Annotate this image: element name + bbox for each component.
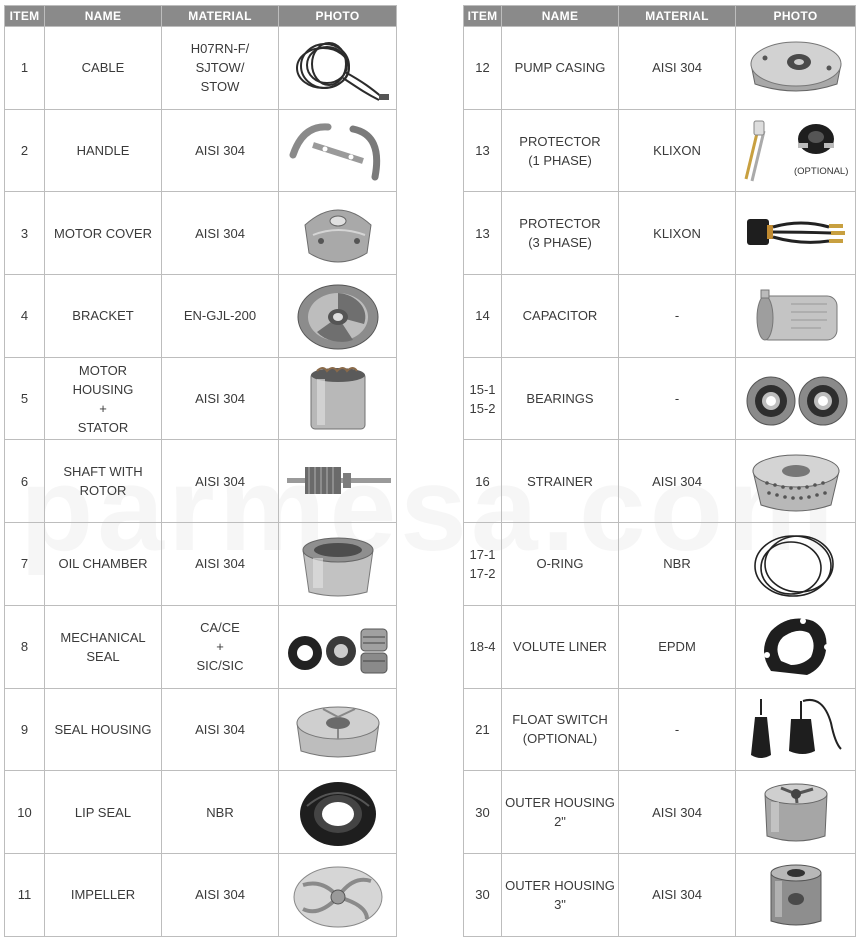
item-number: 18-4	[464, 605, 502, 688]
part-name: OIL CHAMBER	[45, 523, 162, 606]
part-material: AISI 304	[162, 192, 279, 275]
part-photo	[736, 27, 856, 110]
item-number: 2	[5, 109, 45, 192]
bearings-photo	[741, 363, 851, 435]
part-photo	[279, 771, 397, 854]
part-photo	[279, 109, 397, 192]
item-number: 30	[464, 853, 502, 936]
part-photo	[279, 275, 397, 358]
part-photo	[279, 192, 397, 275]
part-material: H07RN-F/ SJTOW/ STOW	[162, 27, 279, 110]
header-photo: PHOTO	[279, 6, 397, 27]
part-photo	[736, 192, 856, 275]
impeller-photo	[283, 859, 393, 931]
part-name: CAPACITOR	[502, 275, 619, 358]
table-row	[5, 688, 397, 771]
part-name: BEARINGS	[502, 357, 619, 440]
header-row	[464, 6, 856, 27]
table-row	[464, 27, 856, 110]
header-material: MATERIAL	[162, 6, 279, 27]
header-material: MATERIAL	[619, 6, 736, 27]
part-name: FLOAT SWITCH (OPTIONAL)	[502, 688, 619, 771]
header-item: ITEM	[5, 6, 45, 27]
item-number: 14	[464, 275, 502, 358]
motor-cover-photo	[283, 197, 393, 269]
part-photo	[279, 440, 397, 523]
part-material: AISI 304	[619, 853, 736, 936]
item-number: 4	[5, 275, 45, 358]
part-material: -	[619, 357, 736, 440]
item-number: 8	[5, 605, 45, 688]
part-material: AISI 304	[162, 440, 279, 523]
part-name: OUTER HOUSING 2"	[502, 771, 619, 854]
item-number: 11	[5, 853, 45, 936]
table-row	[5, 192, 397, 275]
part-photo	[736, 688, 856, 771]
table-row	[464, 275, 856, 358]
table-row	[464, 192, 856, 275]
part-material: AISI 304	[162, 853, 279, 936]
part-photo	[736, 853, 856, 936]
table-row	[464, 440, 856, 523]
part-photo	[279, 357, 397, 440]
motor-housing-photo	[283, 363, 393, 435]
part-name: SHAFT WITH ROTOR	[45, 440, 162, 523]
mechanical-seal-photo	[283, 611, 393, 683]
parts-table-left	[4, 5, 397, 937]
part-name: SEAL HOUSING	[45, 688, 162, 771]
parts-table-right	[463, 5, 856, 937]
item-number: 6	[5, 440, 45, 523]
item-number: 3	[5, 192, 45, 275]
part-photo	[279, 853, 397, 936]
part-name: MECHANICAL SEAL	[45, 605, 162, 688]
o-ring-photo	[741, 528, 851, 600]
table-row	[5, 440, 397, 523]
table-row	[464, 109, 856, 192]
part-name: STRAINER	[502, 440, 619, 523]
part-name: CABLE	[45, 27, 162, 110]
lip-seal-photo	[283, 776, 393, 848]
capacitor-photo	[741, 280, 851, 352]
volute-liner-photo	[741, 611, 851, 683]
float-switch-photo	[741, 693, 851, 765]
part-material: -	[619, 275, 736, 358]
part-photo	[736, 357, 856, 440]
part-material: AISI 304	[162, 688, 279, 771]
outer-housing-3-photo	[741, 859, 851, 931]
part-name: PROTECTOR (1 PHASE)	[502, 109, 619, 192]
table-row	[464, 688, 856, 771]
item-number: 16	[464, 440, 502, 523]
header-row	[5, 6, 397, 27]
seal-housing-photo	[283, 693, 393, 765]
protector-3-phase-photo	[741, 197, 851, 269]
table-row	[5, 605, 397, 688]
table-row	[5, 357, 397, 440]
item-number: 9	[5, 688, 45, 771]
table-row	[5, 275, 397, 358]
part-material: AISI 304	[162, 109, 279, 192]
pump-casing-photo	[741, 32, 851, 104]
shaft-rotor-photo	[283, 445, 393, 517]
outer-housing-2-photo	[741, 776, 851, 848]
part-photo	[736, 523, 856, 606]
table-row	[5, 27, 397, 110]
item-number: 5	[5, 357, 45, 440]
table-row	[464, 605, 856, 688]
part-material: NBR	[162, 771, 279, 854]
item-number: 13	[464, 109, 502, 192]
part-name: PUMP CASING	[502, 27, 619, 110]
table-row	[5, 109, 397, 192]
part-material: AISI 304	[162, 523, 279, 606]
part-photo	[736, 771, 856, 854]
table-row	[5, 771, 397, 854]
item-number: 1	[5, 27, 45, 110]
table-row	[5, 853, 397, 936]
part-material: KLIXON	[619, 192, 736, 275]
part-material: AISI 304	[162, 357, 279, 440]
bracket-photo	[283, 280, 393, 352]
table-row	[464, 853, 856, 936]
part-material: KLIXON	[619, 109, 736, 192]
part-name: LIP SEAL	[45, 771, 162, 854]
header-name: NAME	[45, 6, 162, 27]
table-row	[5, 523, 397, 606]
strainer-photo	[741, 445, 851, 517]
item-number: 17-1 17-2	[464, 523, 502, 606]
item-number: 13	[464, 192, 502, 275]
part-photo	[736, 109, 856, 192]
table-row	[464, 357, 856, 440]
protector-1-phase-photo	[738, 115, 854, 187]
part-material: AISI 304	[619, 440, 736, 523]
part-name: OUTER HOUSING 3"	[502, 853, 619, 936]
part-material: CA/CE + SIC/SIC	[162, 605, 279, 688]
item-number: 30	[464, 771, 502, 854]
header-item: ITEM	[464, 6, 502, 27]
item-number: 7	[5, 523, 45, 606]
part-photo	[279, 523, 397, 606]
optional-note: (OPTIONAL)	[793, 165, 848, 177]
part-photo	[279, 27, 397, 110]
part-material: -	[619, 688, 736, 771]
part-material: AISI 304	[619, 27, 736, 110]
part-material: NBR	[619, 523, 736, 606]
part-photo	[279, 688, 397, 771]
part-material: EPDM	[619, 605, 736, 688]
part-name: BRACKET	[45, 275, 162, 358]
table-row	[464, 771, 856, 854]
cable-photo	[283, 32, 393, 104]
part-name: O-RING	[502, 523, 619, 606]
table-row	[464, 523, 856, 606]
header-photo: PHOTO	[736, 6, 856, 27]
part-material: AISI 304	[619, 771, 736, 854]
oil-chamber-photo	[283, 528, 393, 600]
part-name: MOTOR HOUSING + STATOR	[45, 357, 162, 440]
part-material: EN-GJL-200	[162, 275, 279, 358]
header-name: NAME	[502, 6, 619, 27]
item-number: 15-1 15-2	[464, 357, 502, 440]
item-number: 12	[464, 27, 502, 110]
part-photo	[279, 605, 397, 688]
part-name: PROTECTOR (3 PHASE)	[502, 192, 619, 275]
part-photo	[736, 275, 856, 358]
item-number: 10	[5, 771, 45, 854]
part-photo	[736, 605, 856, 688]
handle-photo	[283, 115, 393, 187]
part-name: HANDLE	[45, 109, 162, 192]
part-photo	[736, 440, 856, 523]
part-name: IMPELLER	[45, 853, 162, 936]
part-name: MOTOR COVER	[45, 192, 162, 275]
item-number: 21	[464, 688, 502, 771]
part-name: VOLUTE LINER	[502, 605, 619, 688]
